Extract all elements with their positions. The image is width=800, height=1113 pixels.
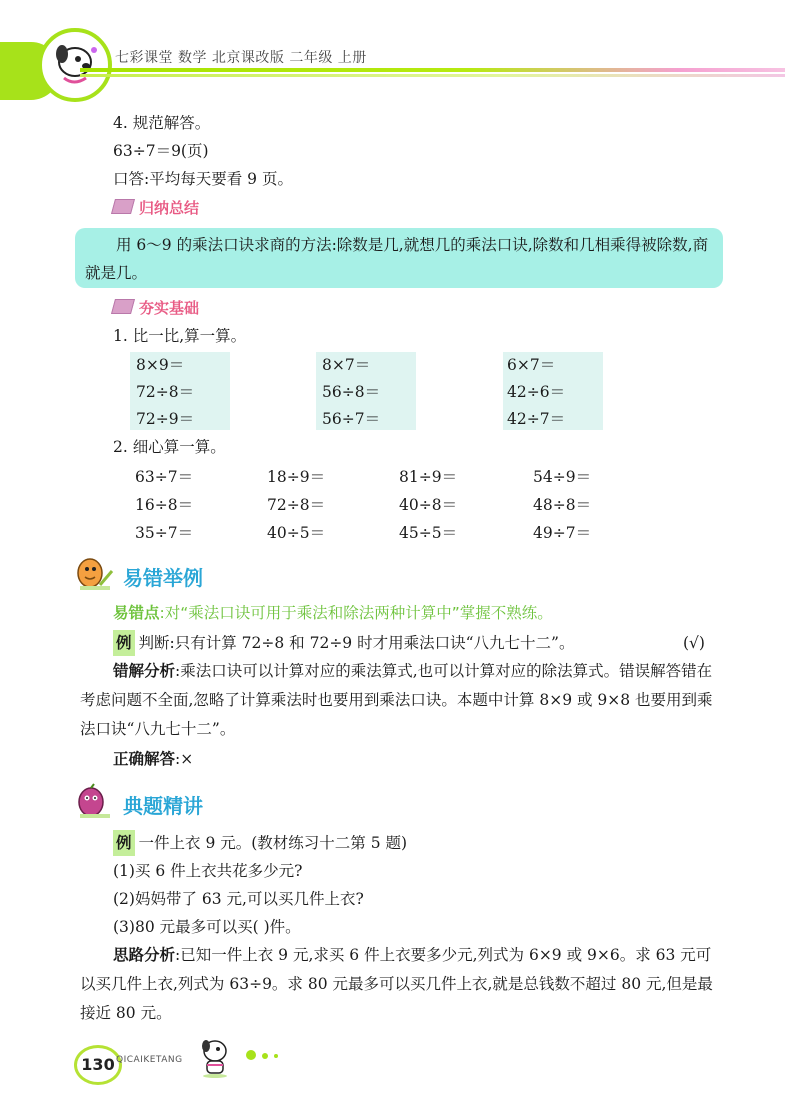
snail-mascot-icon	[76, 555, 116, 595]
q2-cell: 49÷7＝	[533, 524, 592, 542]
example-tag: 例	[113, 830, 135, 856]
q1-cell: 72÷9＝	[136, 410, 195, 428]
q1-cell: 42÷7＝	[507, 410, 566, 428]
error-example-text: 判断:只有计算 72÷8 和 72÷9 时才用乘法口诀“八九七十二”。	[138, 634, 575, 652]
mascot-badge	[38, 28, 112, 102]
dog-mascot-footer-icon	[195, 1035, 235, 1083]
errors-heading: 易错举例	[123, 566, 203, 590]
typical-question-3: (3)80 元最多可以买( )件。	[113, 918, 301, 936]
typical-question-1: (1)买 6 件上衣共花多少元?	[113, 862, 303, 880]
typical-analysis-label: 思路分析	[113, 946, 176, 964]
dog-mascot-icon	[42, 32, 108, 98]
footer-dot-small	[274, 1054, 278, 1058]
example-tag: 例	[113, 630, 135, 656]
footer-dot-medium	[262, 1053, 268, 1059]
book-title: 七彩课堂 数学 北京课改版 二年级 上册	[115, 50, 367, 66]
error-point	[113, 600, 553, 626]
typical-analysis-text: :已知一件上衣 9 元,求买 6 件上衣要多少元,列式为 6×9 或 9×6。求 63 元可以买几件上衣,列式为 63÷9。求 80 元最多可以买几件上衣,就是总钱数不超过 80 元,但是最接近 80 元。	[80, 946, 713, 1022]
error-point-label: 易错点	[113, 604, 160, 622]
book-icon	[111, 299, 135, 314]
header-stripe-2	[80, 74, 785, 77]
footer-brand: QICAIKETANG	[116, 1055, 183, 1065]
error-point-text: :对“乘法口诀可用于乘法和除法两种计算中”掌握不熟练。	[159, 604, 553, 622]
error-example-answer: (√)	[683, 634, 705, 652]
q2-title: 2. 细心算一算。	[113, 438, 226, 456]
error-analysis-label: 错解分析	[113, 662, 176, 680]
error-analysis-text: :乘法口诀可以计算对应的乘法算式,也可以计算对应的除法算式。错误解答错在考虑问题不全面,忽略了计算乘法时也要用到乘法口诀。本题中计算 8×9 或 9×8 也要用到乘法口诀“八九七十二”。	[80, 662, 713, 738]
typical-question-2: (2)妈妈带了 63 元,可以买几件上衣?	[113, 890, 364, 908]
q1-cell: 56÷8＝	[322, 383, 381, 401]
header-stripe	[80, 68, 785, 72]
basics-heading: 夯实基础	[113, 297, 199, 318]
q2-cell: 40÷8＝	[399, 496, 458, 514]
page-number: 130	[81, 1055, 115, 1074]
q2-cell: 63÷7＝	[135, 468, 194, 486]
q1-cell: 8×9＝	[136, 356, 185, 374]
correct-answer-label: 正确解答	[113, 750, 176, 768]
q2-cell: 81÷9＝	[399, 468, 458, 486]
q2-cell: 35÷7＝	[135, 524, 194, 542]
q2-cell: 54÷9＝	[533, 468, 592, 486]
fruit-mascot-icon	[76, 783, 116, 823]
solution-line-1: 4. 规范解答。	[113, 114, 211, 132]
q1-title: 1. 比一比,算一算。	[113, 327, 247, 345]
page-number-badge	[74, 1045, 122, 1085]
typical-heading: 典题精讲	[123, 794, 203, 818]
solution-line-2: 63÷7＝9(页)	[113, 142, 209, 160]
q2-cell: 18÷9＝	[267, 468, 326, 486]
footer-dot-large	[246, 1050, 256, 1060]
q2-cell: 72÷8＝	[267, 496, 326, 514]
q1-cell: 6×7＝	[507, 356, 556, 374]
q1-cell: 72÷8＝	[136, 383, 195, 401]
book-icon	[111, 199, 135, 214]
correct-answer-text: :×	[175, 750, 194, 768]
typical-analysis	[80, 941, 720, 1028]
q2-cell: 16÷8＝	[135, 496, 194, 514]
error-example	[113, 630, 574, 656]
correct-answer	[113, 746, 193, 772]
solution-line-3: 口答:平均每天要看 9 页。	[113, 170, 293, 188]
summary-text: 用 6～9 的乘法口诀求商的方法:除数是几,就想几的乘法口诀,除数和几相乘得被除数,商就是几。	[85, 236, 709, 282]
q1-cell: 42÷6＝	[507, 383, 566, 401]
q2-cell: 45÷5＝	[399, 524, 458, 542]
q2-cell: 48÷8＝	[533, 496, 592, 514]
error-analysis	[80, 657, 720, 744]
q1-cell: 8×7＝	[322, 356, 371, 374]
q1-cell: 56÷7＝	[322, 410, 381, 428]
summary-heading: 归纳总结	[113, 197, 199, 218]
typical-example	[113, 830, 407, 856]
q2-cell: 40÷5＝	[267, 524, 326, 542]
typical-example-text: 一件上衣 9 元。(教材练习十二第 5 题)	[138, 834, 408, 852]
